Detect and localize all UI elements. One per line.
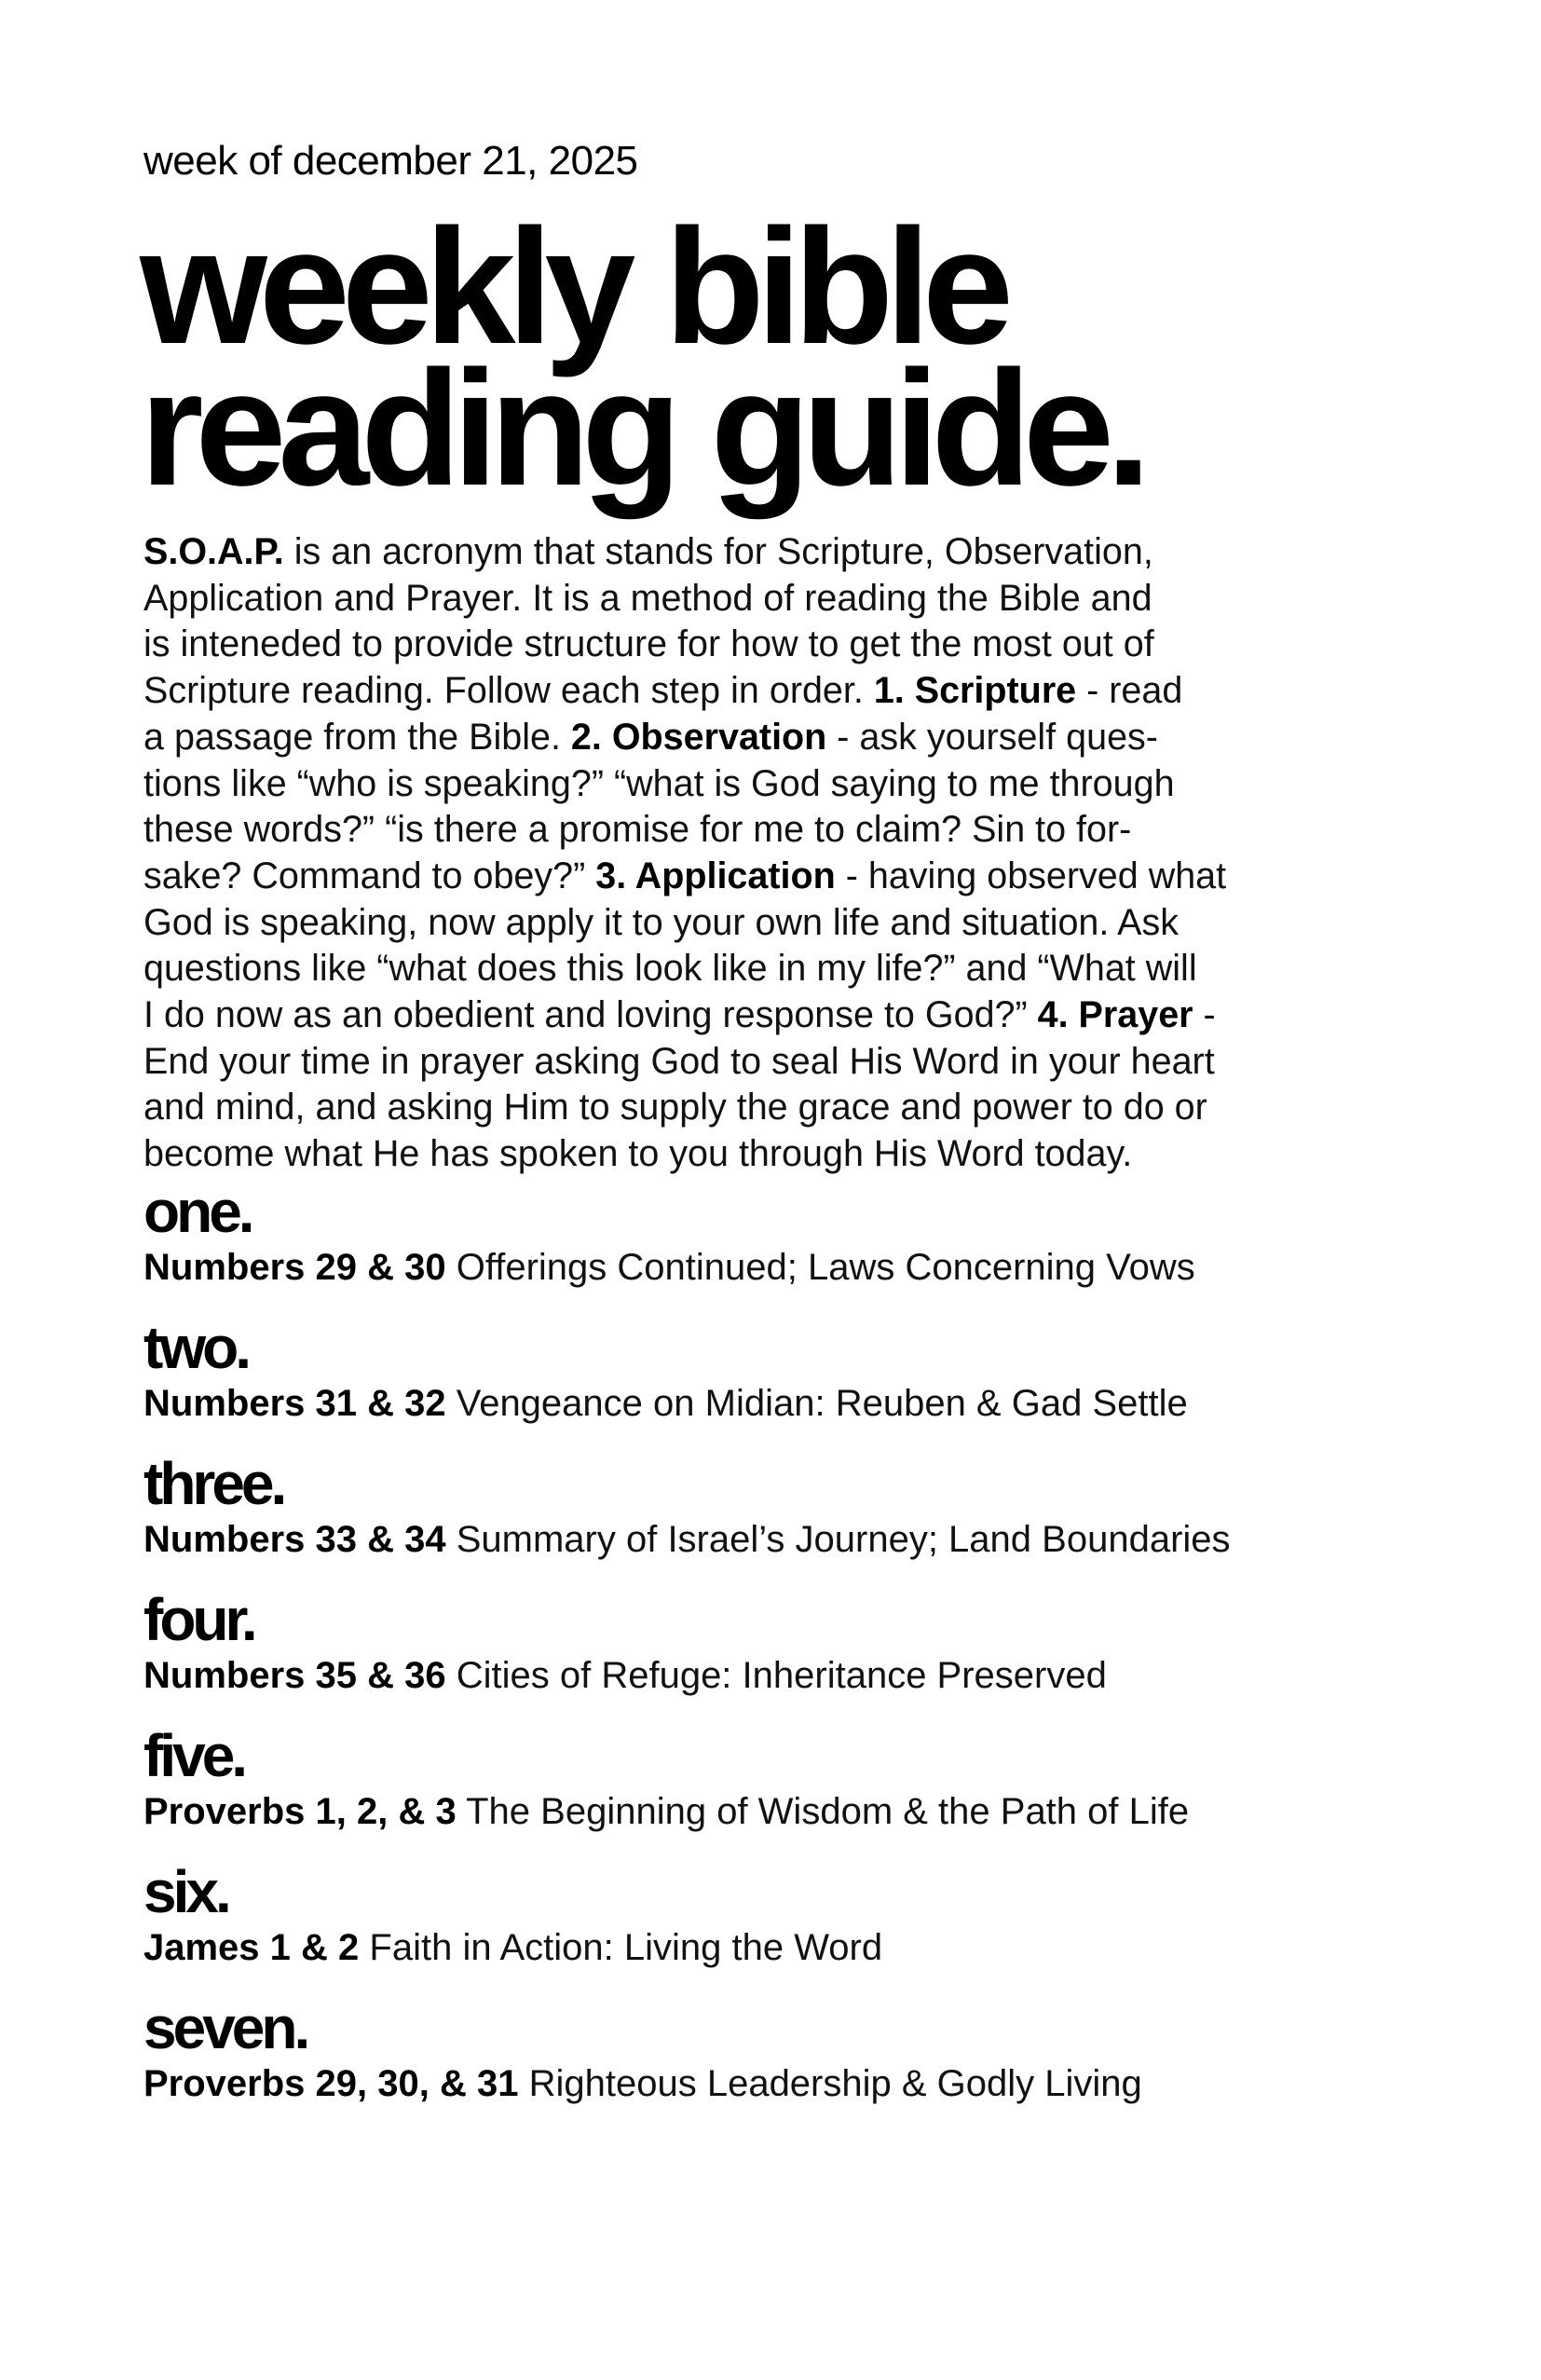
intro-line	[143, 1085, 1411, 1131]
intro-text: become what He has spoken to you through His Word today.	[143, 1133, 1133, 1175]
day-label: six.	[143, 1858, 228, 1925]
intro-text: is an acronym that stands for Scripture, Observation,	[283, 531, 1153, 572]
intro-text: these words?” “is there a promise for me to claim? Sin to for-	[143, 809, 1132, 851]
title-line-1: weekly bible	[140, 196, 1005, 378]
day-entry	[143, 1450, 1448, 1590]
day-reading	[143, 1789, 1448, 1834]
day-reading	[143, 1245, 1448, 1290]
week-of-date: week of december 21, 2025	[143, 138, 638, 184]
intro-line	[143, 900, 1411, 947]
intro-text: - read	[1076, 670, 1183, 712]
intro-text: Scripture reading. Follow each step in order.	[143, 670, 874, 712]
intro-line	[143, 761, 1411, 808]
day-entry	[143, 1858, 1448, 1998]
page-title	[140, 196, 1143, 520]
intro-text: a passage from the Bible.	[143, 716, 571, 758]
passage-description: Offerings Continued; Laws Concerning Vows	[456, 1247, 1195, 1288]
intro-line	[143, 946, 1411, 992]
intro-line	[143, 576, 1411, 622]
intro-line	[143, 1039, 1411, 1086]
intro-line	[143, 807, 1411, 854]
day-label: four.	[143, 1586, 254, 1653]
intro-text: - having observed what	[835, 855, 1227, 896]
scripture-passage: Numbers 35 & 36	[143, 1655, 446, 1696]
intro-bold-term: 1. Scripture	[873, 670, 1077, 712]
daily-reading-list	[143, 1178, 1448, 2134]
day-entry	[143, 1722, 1448, 1862]
passage-description: The Beginning of Wisdom & the Path of Life	[466, 1791, 1190, 1832]
title-line-2: reading guide.	[140, 337, 1143, 520]
passage-description: Faith in Action: Living the Word	[369, 1927, 883, 1968]
day-label: seven.	[143, 1994, 307, 2061]
day-entry	[143, 1994, 1448, 2134]
intro-bold-term: 2. Observation	[570, 716, 827, 758]
intro-text: God is speaking, now apply it to your own life and situation. Ask	[143, 901, 1180, 943]
scripture-passage: Numbers 33 & 34	[143, 1519, 446, 1560]
scripture-passage: Proverbs 1, 2, & 3	[143, 1791, 457, 1832]
day-entry	[143, 1314, 1448, 1454]
scripture-passage: Numbers 31 & 32	[143, 1383, 446, 1424]
intro-line	[143, 668, 1411, 715]
intro-text: I do now as an obedient and loving response to God?”	[143, 994, 1038, 1036]
intro-line	[143, 529, 1411, 576]
intro-bold-term: 3. Application	[595, 855, 836, 896]
scripture-passage: Proverbs 29, 30, & 31	[143, 2063, 519, 2104]
intro-text: - ask yourself ques-	[826, 716, 1158, 758]
day-label: five.	[143, 1722, 245, 1789]
day-label: two.	[143, 1314, 248, 1381]
intro-text: Application and Prayer. It is a method of reading the Bible and	[143, 577, 1152, 619]
intro-bold-term: S.O.A.P.	[143, 531, 284, 572]
intro-text: tions like “who is speaking?” “what is God saying to me through	[143, 762, 1175, 804]
scripture-passage: Numbers 29 & 30	[143, 1247, 446, 1288]
intro-line	[143, 622, 1411, 668]
intro-text: and mind, and asking Him to supply the grace and power to do or	[143, 1087, 1207, 1128]
scripture-passage: James 1 & 2	[143, 1927, 360, 1968]
day-label: one.	[143, 1178, 252, 1245]
day-label: three.	[143, 1450, 284, 1517]
intro-text: -	[1193, 994, 1216, 1036]
day-reading	[143, 1925, 1448, 1970]
day-reading	[143, 1653, 1448, 1698]
intro-bold-term: 4. Prayer	[1037, 994, 1193, 1036]
intro-text: questions like “what does this look like in my life?” and “What will	[143, 948, 1197, 990]
intro-text: is inteneded to provide structure for how to get the most out of	[143, 623, 1154, 665]
day-reading	[143, 2061, 1448, 2106]
passage-description: Righteous Leadership & Godly Living	[528, 2063, 1142, 2104]
intro-line	[143, 1131, 1411, 1178]
passage-description: Vengeance on Midian: Reuben & Gad Settle	[456, 1383, 1188, 1424]
day-entry	[143, 1586, 1448, 1726]
soap-intro-paragraph	[143, 529, 1411, 1178]
intro-line	[143, 854, 1411, 900]
intro-line	[143, 992, 1411, 1039]
day-reading	[143, 1381, 1448, 1426]
day-reading	[143, 1517, 1448, 1562]
intro-line	[143, 715, 1411, 761]
day-entry	[143, 1178, 1448, 1318]
intro-text: sake? Command to obey?”	[143, 855, 596, 896]
passage-description: Summary of Israel’s Journey; Land Boundaries	[456, 1519, 1231, 1560]
intro-text: End your time in prayer asking God to seal His Word in your heart	[143, 1040, 1215, 1082]
passage-description: Cities of Refuge: Inheritance Preserved	[456, 1655, 1107, 1696]
